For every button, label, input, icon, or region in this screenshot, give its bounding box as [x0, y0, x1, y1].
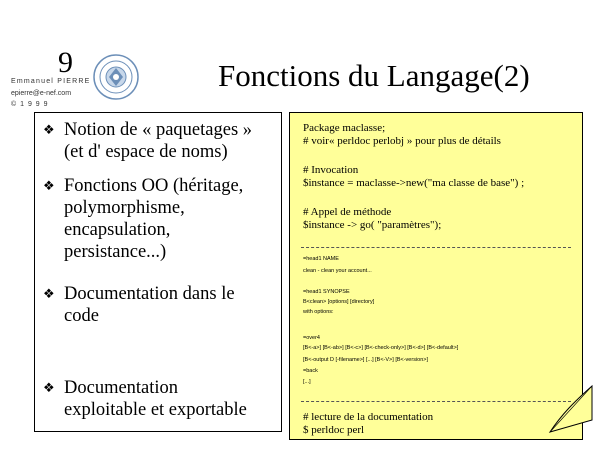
code-line: # lecture de la documentation — [303, 411, 434, 423]
code-line: Package maclasse; — [303, 122, 386, 134]
bullet-line: Fonctions OO (héritage, — [64, 176, 244, 196]
divider — [301, 401, 571, 402]
pod-line: =head1 SYNOPSE — [303, 289, 350, 295]
bullet-line: encapsulation, — [64, 220, 171, 240]
diamond-bullet-icon: ❖ — [43, 179, 55, 194]
code-line: $ perldoc perl — [303, 424, 365, 436]
code-line: # Appel de méthode — [303, 206, 392, 218]
page-curl-icon — [548, 384, 600, 442]
pod-line: clean - clean your account... — [303, 268, 372, 274]
bullet-item — [43, 119, 252, 163]
author-email: epierre@e-nef.com — [11, 90, 72, 97]
pod-line: [B<-a>] [B<-ab>] [B<-c>] [B<-check-only>] [B<-d>] [B<-default>] — [303, 345, 459, 351]
diamond-bullet-icon: ❖ — [43, 381, 55, 396]
copyright: © 1 9 9 9 — [11, 101, 49, 108]
university-seal-logo — [93, 54, 139, 100]
pod-line: [B<-output D [-filename>] [...] [B<-V>] [B<-version>] — [303, 357, 429, 363]
bullet-line: polymorphisme, — [64, 198, 185, 218]
code-sample-note — [289, 112, 583, 440]
pod-line: =over4 — [303, 335, 320, 341]
pod-line: =head1 NAME — [303, 256, 339, 262]
pod-line: [...] — [303, 379, 311, 385]
code-line: $instance = maclasse->new("ma classe de base") ; — [303, 177, 525, 189]
bullet-item — [43, 377, 247, 421]
pod-line: =back — [303, 368, 318, 374]
bullet-item — [43, 175, 243, 263]
bullet-line: persistance...) — [64, 242, 167, 262]
bullet-line: Documentation — [64, 378, 179, 398]
divider — [301, 247, 571, 248]
code-line: # Invocation — [303, 164, 359, 176]
bullet-line: code — [64, 306, 99, 326]
bullet-line: Notion de « paquetages » — [64, 120, 253, 140]
slide-title: Fonctions du Langage(2) — [218, 58, 530, 93]
bullet-line: exploitable et exportable — [64, 400, 247, 420]
author-name: Emmanuel PIERRE — [11, 78, 91, 85]
code-line: $instance -> go( "paramètres"); — [303, 219, 442, 231]
bullet-list-panel — [34, 112, 282, 432]
diamond-bullet-icon: ❖ — [43, 123, 55, 138]
bullet-line: Documentation dans le — [64, 284, 235, 304]
slide-number: 9 — [58, 46, 73, 79]
pod-line: with options: — [303, 309, 334, 315]
bullet-item — [43, 283, 235, 327]
bullet-line: (et d' espace de noms) — [64, 142, 228, 162]
pod-line: B<clean> [options] [directory] — [303, 299, 375, 305]
code-line: # voir« perldoc perlobj » pour plus de détails — [303, 135, 501, 147]
diamond-bullet-icon: ❖ — [43, 287, 55, 302]
